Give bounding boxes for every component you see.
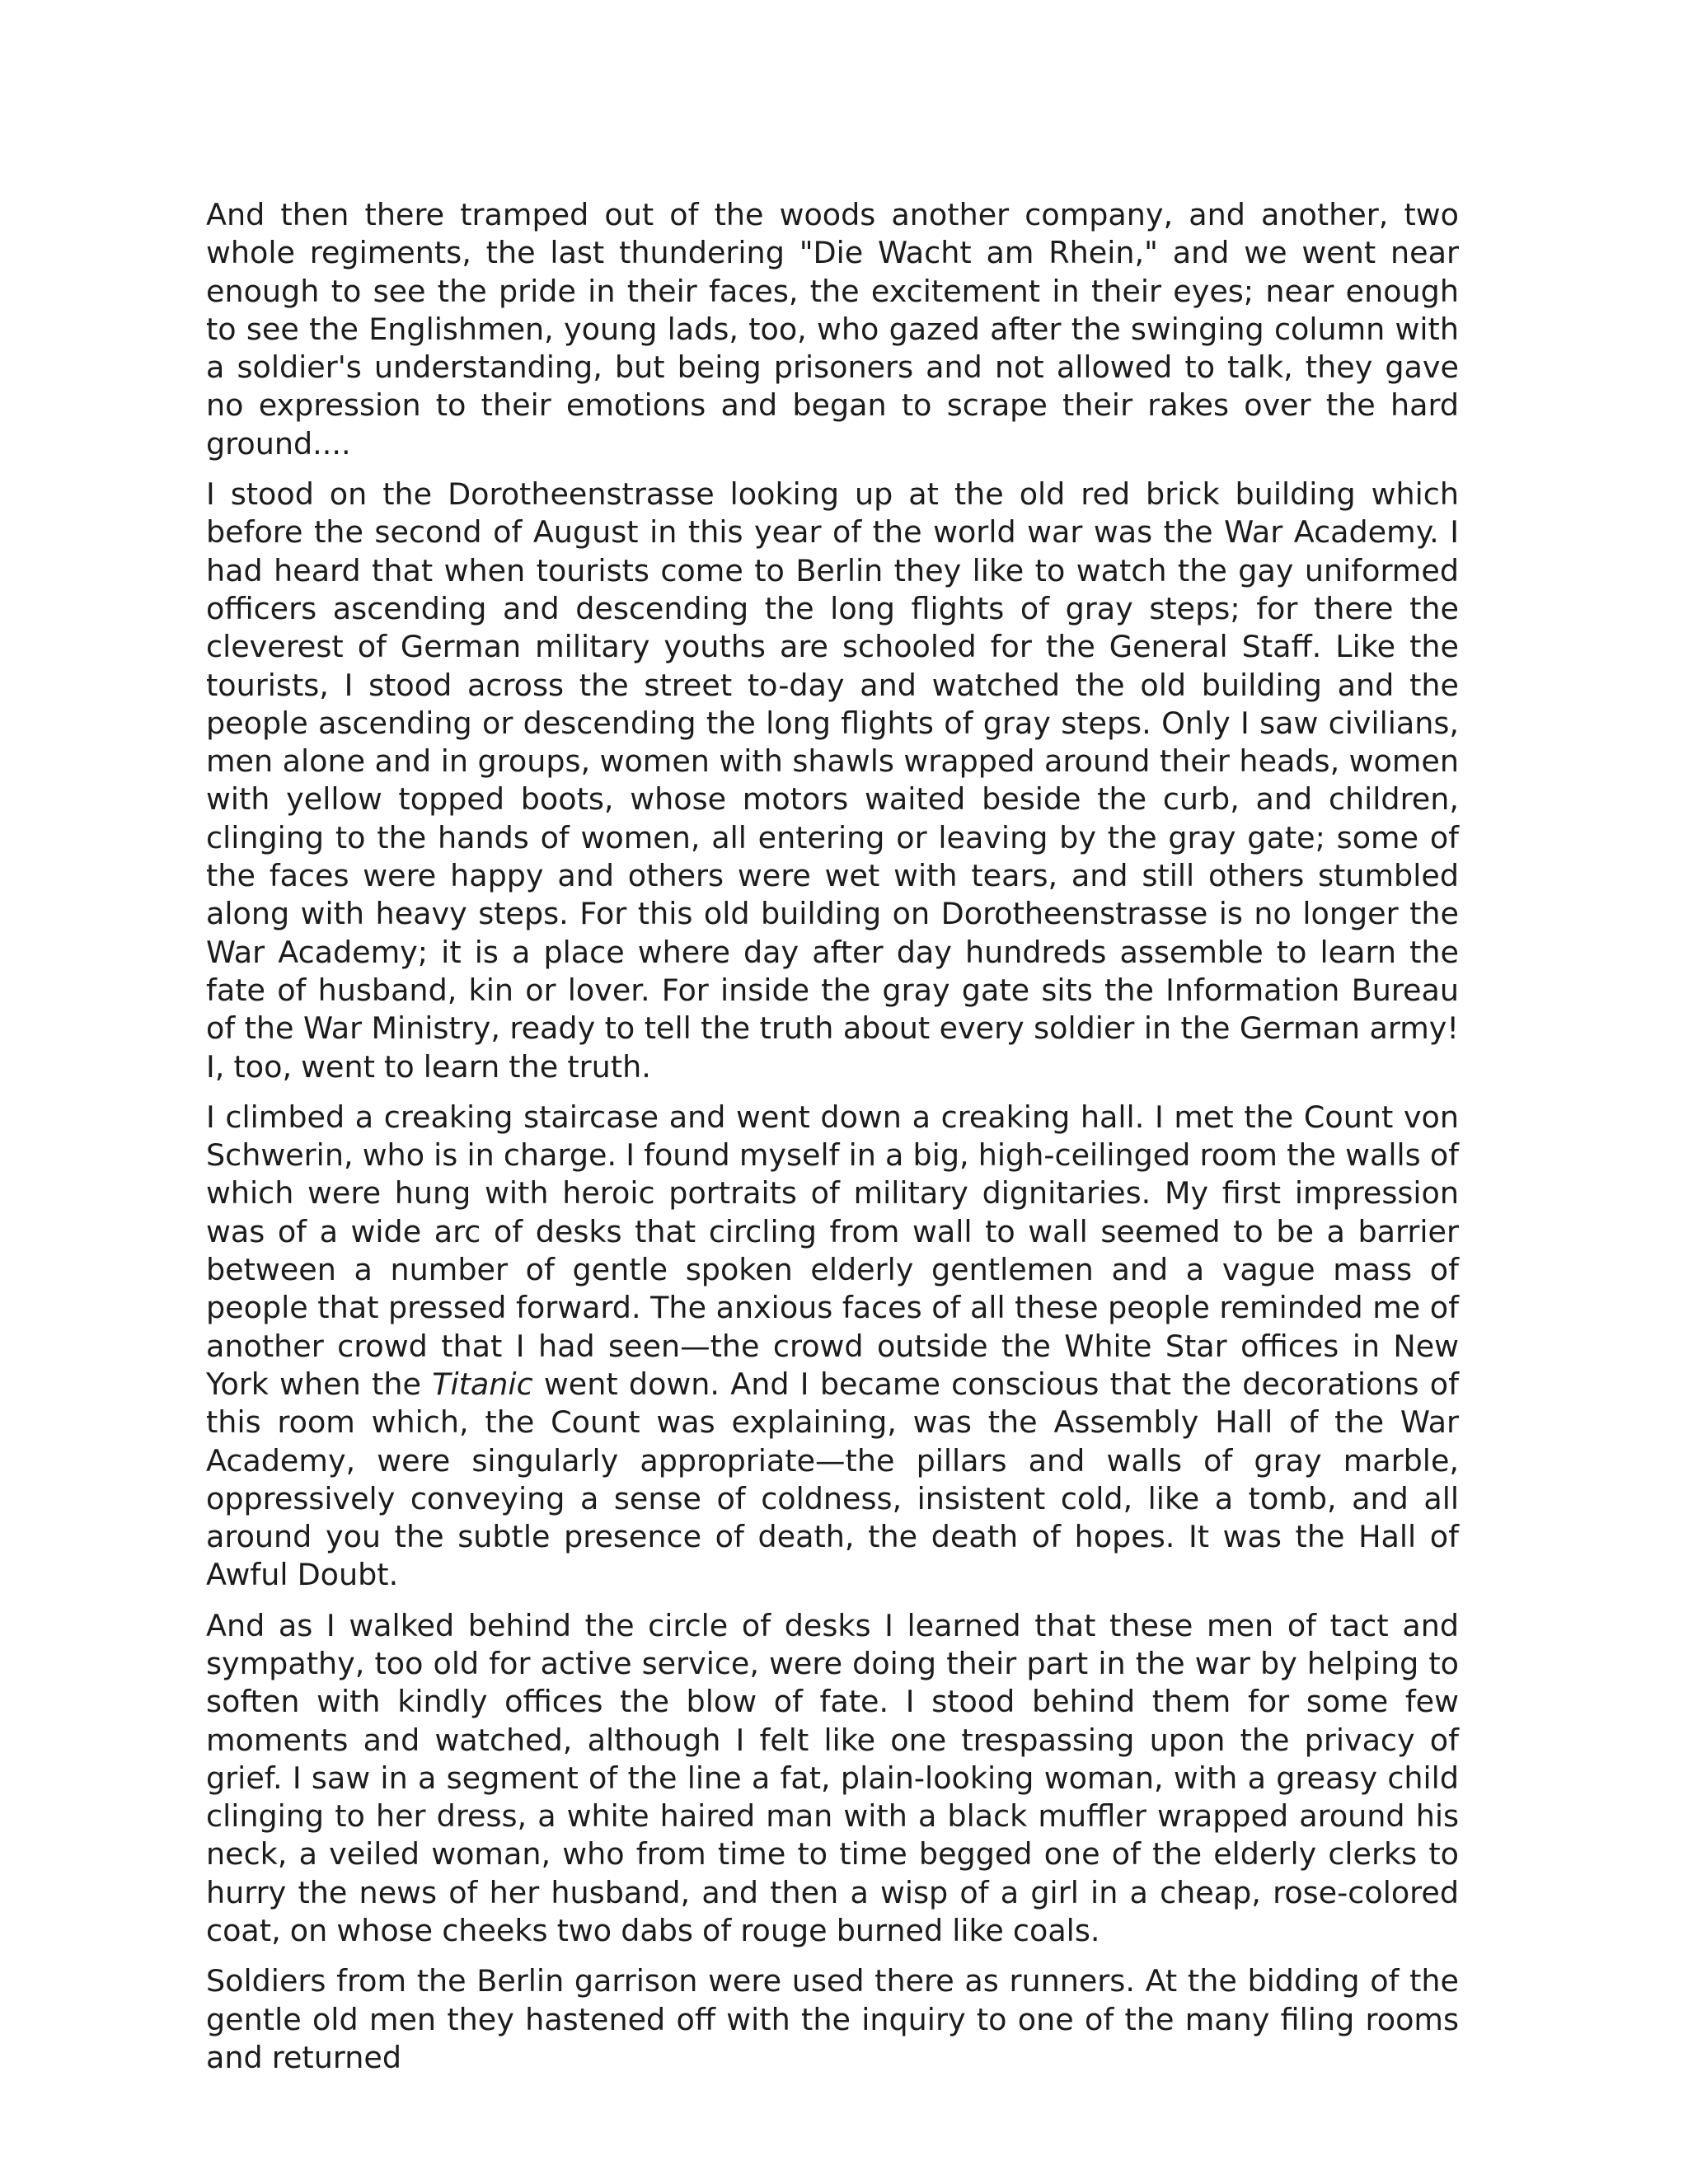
paragraph-3 [206, 1099, 1459, 1595]
paragraph-5: Soldiers from the Berlin garrison were used there as runners. At the bidding of the gentle old men they hastened off with the inquiry to one of the many filing rooms and returned [206, 1963, 1459, 2075]
paragraph-2: I stood on the Dorotheenstrasse looking up at the old red brick building which before the second of August in this year of the world war was the War Academy. I had heard that when tourists come to Berlin they like to watch the gay uniformed officers ascending and descending the long flights of gray steps; for there the cleverest of German military youths are schooled for the General Staff. Like the tourists, I stood across the street to-day and watched the old building and the people ascending or descending the long flights of gray steps. Only I saw civilians, men alone and in groups, women with shawls wrapped around their heads, women with yellow topped boots, whose motors waited beside the curb, and children, clinging to the hands of women, all entering or leaving by the gray gate; some of the faces were happy and others were wet with tears, and still others stumbled along with heavy steps. For this old building on Dorotheenstrasse is no longer the War Academy; it is a place where day after day hundreds assemble to learn the fate of husband, kin or lover. For inside the gray gate sits the Information Bureau of the War Ministry, ready to tell the truth about every soldier in the German army! I, too, went to learn the truth. [206, 476, 1459, 1085]
paragraph-3-text-before: I climbed a creaking staircase and went down a creaking hall. I met the Count von Schwerin, who is in charge. I found myself in a big, high-ceilinged room the walls of which were hung with heroic portraits of military dignitaries. My first impression was of a wide arc of desks that circling from wall to wall seemed to be a barrier between a number of gentle spoken elderly gentlemen and a vague mass of people that pressed forward. The anxious faces of all these people reminded me of another crowd that I had seen—the crowd outside the White Star offices in New York when the [206, 1099, 1459, 1402]
document-page [206, 196, 1459, 2077]
ship-name-italic: Titanic [432, 1366, 533, 1402]
paragraph-3-text-after: went down. And I became conscious that the decorations of this room which, the Count was explaining, was the Assembly Hall of the War Academy, were singularly appropriate—the pillars and walls of gray marble, oppressively conveying a sense of coldness, insistent cold, like a tomb, and all around you the subtle presence of death, the death of hopes. It was the Hall of Awful Doubt. [206, 1366, 1459, 1593]
paragraph-1: And then there tramped out of the woods another company, and another, two whole regiments, the last thundering "Die Wacht am Rhein," and we went near enough to see the pride in their faces, the excitement in their eyes; near enough to see the Englishmen, young lads, too, who gazed after the swinging column with a soldier's understanding, but being prisoners and not allowed to talk, they gave no expression to their emotions and began to scrape their rakes over the hard ground.... [206, 197, 1459, 462]
paragraph-4: And as I walked behind the circle of desks I learned that these men of tact and sympathy, too old for active service, were doing their part in the war by helping to soften with kindly offices the blow of fate. I stood behind them for some few moments and watched, although I felt like one trespassing upon the privacy of grief. I saw in a segment of the line a fat, plain-looking woman, with a greasy child clinging to her dress, a white haired man with a black muffler wrapped around his neck, a veiled woman, who from time to time begged one of the elderly clerks to hurry the news of her husband, and then a wisp of a girl in a cheap, rose-colored coat, on whose cheeks two dabs of rouge burned like coals. [206, 1607, 1459, 1949]
